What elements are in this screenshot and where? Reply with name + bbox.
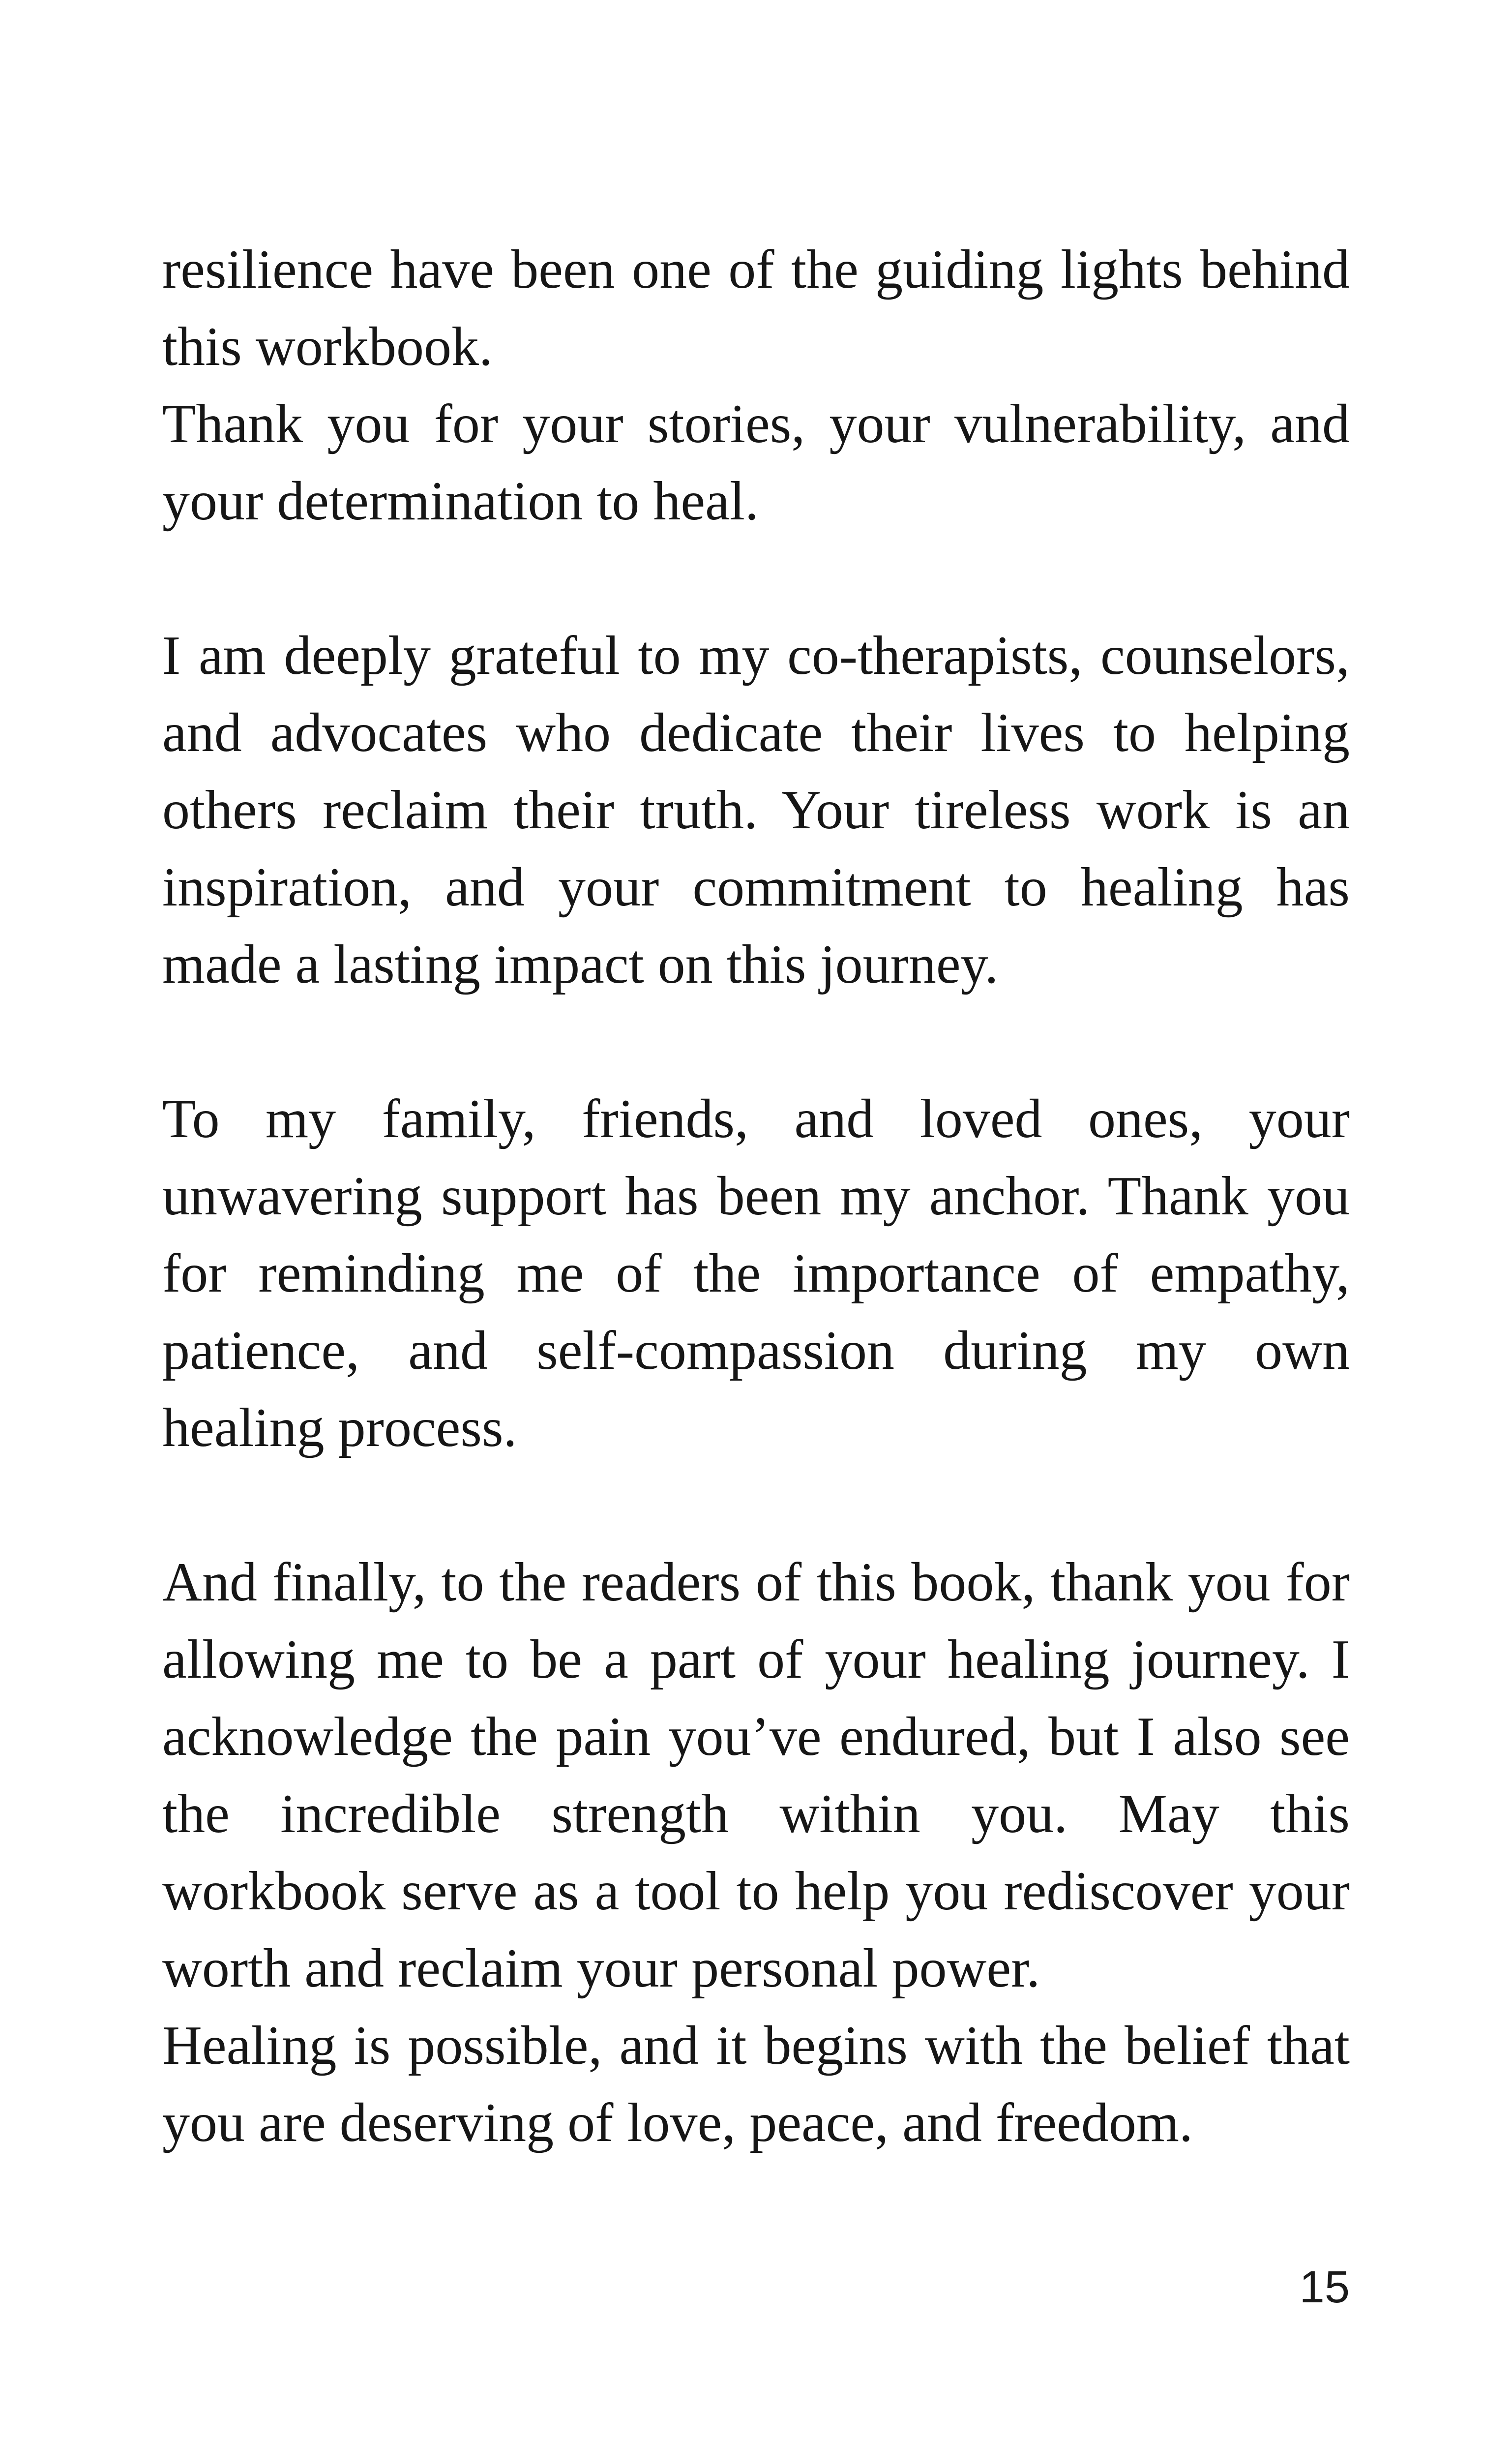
paragraph-family: To my family, friends, and loved ones, your unwavering support has been my anchor. Thank you for reminding me of the importance of empathy, patience, and self-compassion during my own healing process. bbox=[162, 1088, 1350, 1458]
paragraph-co-therapists: I am deeply grateful to my co-therapists, counselors, and advocates who dedicate their lives to helping others reclaim their truth. Your tireless work is an inspiration, and your commitment to healing has made a lasting impact on this journey. bbox=[162, 625, 1350, 995]
paragraph-spacer bbox=[162, 1003, 1350, 1081]
paragraph-readers: And finally, to the readers of this book, thank you for allowing me to be a part of your healing journey. I acknowledge the pain you’ve endured, but I also see the incredible strength within you. May this workbook serve as a tool to help you rediscover your worth and reclaim your personal power. bbox=[162, 1552, 1350, 1999]
page-number: 15 bbox=[1299, 2262, 1350, 2312]
paragraph-thank-you-stories: Thank you for your stories, your vulnerability, and your determination to heal. bbox=[162, 393, 1350, 532]
paragraph-spacer bbox=[162, 1467, 1350, 1544]
body-text bbox=[162, 231, 1350, 2162]
paragraph-healing-possible: Healing is possible, and it begins with the belief that you are deserving of love, peace, and freedom. bbox=[162, 2015, 1350, 2153]
paragraph-spacer bbox=[162, 540, 1350, 617]
paragraph-resilience: resilience have been one of the guiding lights behind this workbook. bbox=[162, 239, 1350, 377]
